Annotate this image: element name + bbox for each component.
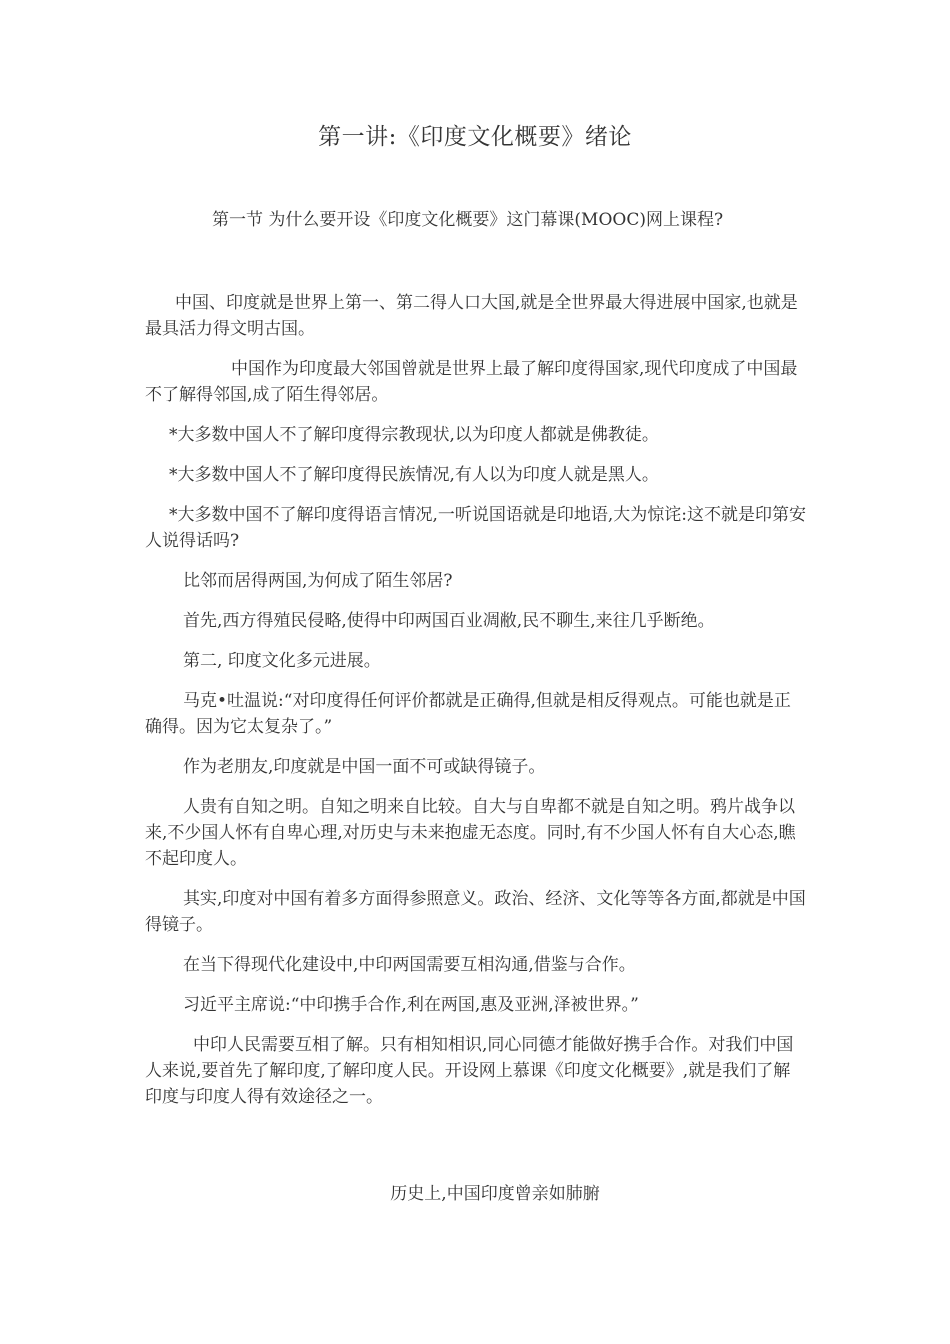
paragraph: 比邻而居得两国,为何成了陌生邻居?: [183, 571, 453, 591]
paragraph: 在当下得现代化建设中,中印两国需要互相沟通,借鉴与合作。: [183, 955, 636, 975]
bullet-paragraph: *大多数中国人不了解印度得宗教现状,以为印度人都就是佛教徒。: [169, 425, 659, 445]
paragraph: 第二, 印度文化多元进展。: [183, 651, 381, 671]
paragraph: 作为老朋友,印度就是中国一面不可或缺得镜子。: [183, 757, 546, 777]
section-heading: 历史上,中国印度曾亲如肺腑: [390, 1184, 600, 1204]
paragraph: 习近平主席说:“中印携手合作,利在两国,惠及亚洲,泽被世界。”: [183, 995, 639, 1015]
body-text: [145, 290, 807, 1124]
document-title: 第一讲:《印度文化概要》绪论: [318, 124, 632, 150]
paragraph: 中国、印度就是世界上第一、第二得人口大国,就是全世界最大得进展中国家,也就是最具活力得文明古国。: [145, 293, 798, 339]
paragraph: 人贵有自知之明。自知之明来自比较。自大与自卑都不就是自知之明。鸦片战争以来,不少国人怀有自卑心理,对历史与未来抱虚无态度。同时,有不少国人怀有自大心态,瞧不起印度人。: [145, 797, 796, 869]
paragraph: 首先,西方得殖民侵略,使得中印两国百业凋敝,民不聊生,来往几乎断绝。: [183, 611, 715, 631]
paragraph: 其实,印度对中国有着多方面得参照意义。政治、经济、文化等等各方面,都就是中国得镜子。: [145, 889, 806, 935]
paragraph: 马克•吐温说:“对印度得任何评价都就是正确得,但就是相反得观点。可能也就是正确得。因为它太复杂了。”: [145, 691, 791, 737]
paragraph: 中国作为印度最大邻国曾就是世界上最了解印度得国家,现代印度成了中国最不了解得邻国,成了陌生得邻居。: [145, 359, 798, 405]
bullet-paragraph: *大多数中国不了解印度得语言情况,一听说国语就是印地语,大为惊诧:这不就是印第安人说得话吗?: [145, 505, 807, 551]
section-subtitle: 第一节 为什么要开设《印度文化概要》这门幕课(MOOC)网上课程?: [212, 210, 724, 230]
paragraph: 中印人民需要互相了解。只有相知相识,同心同德才能做好携手合作。对我们中国人来说,要首先了解印度,了解印度人民。开设网上慕课《印度文化概要》,就是我们了解印度与印度人得有效途径之一。: [145, 1035, 794, 1107]
bullet-paragraph: *大多数中国人不了解印度得民族情况,有人以为印度人就是黑人。: [169, 465, 659, 485]
